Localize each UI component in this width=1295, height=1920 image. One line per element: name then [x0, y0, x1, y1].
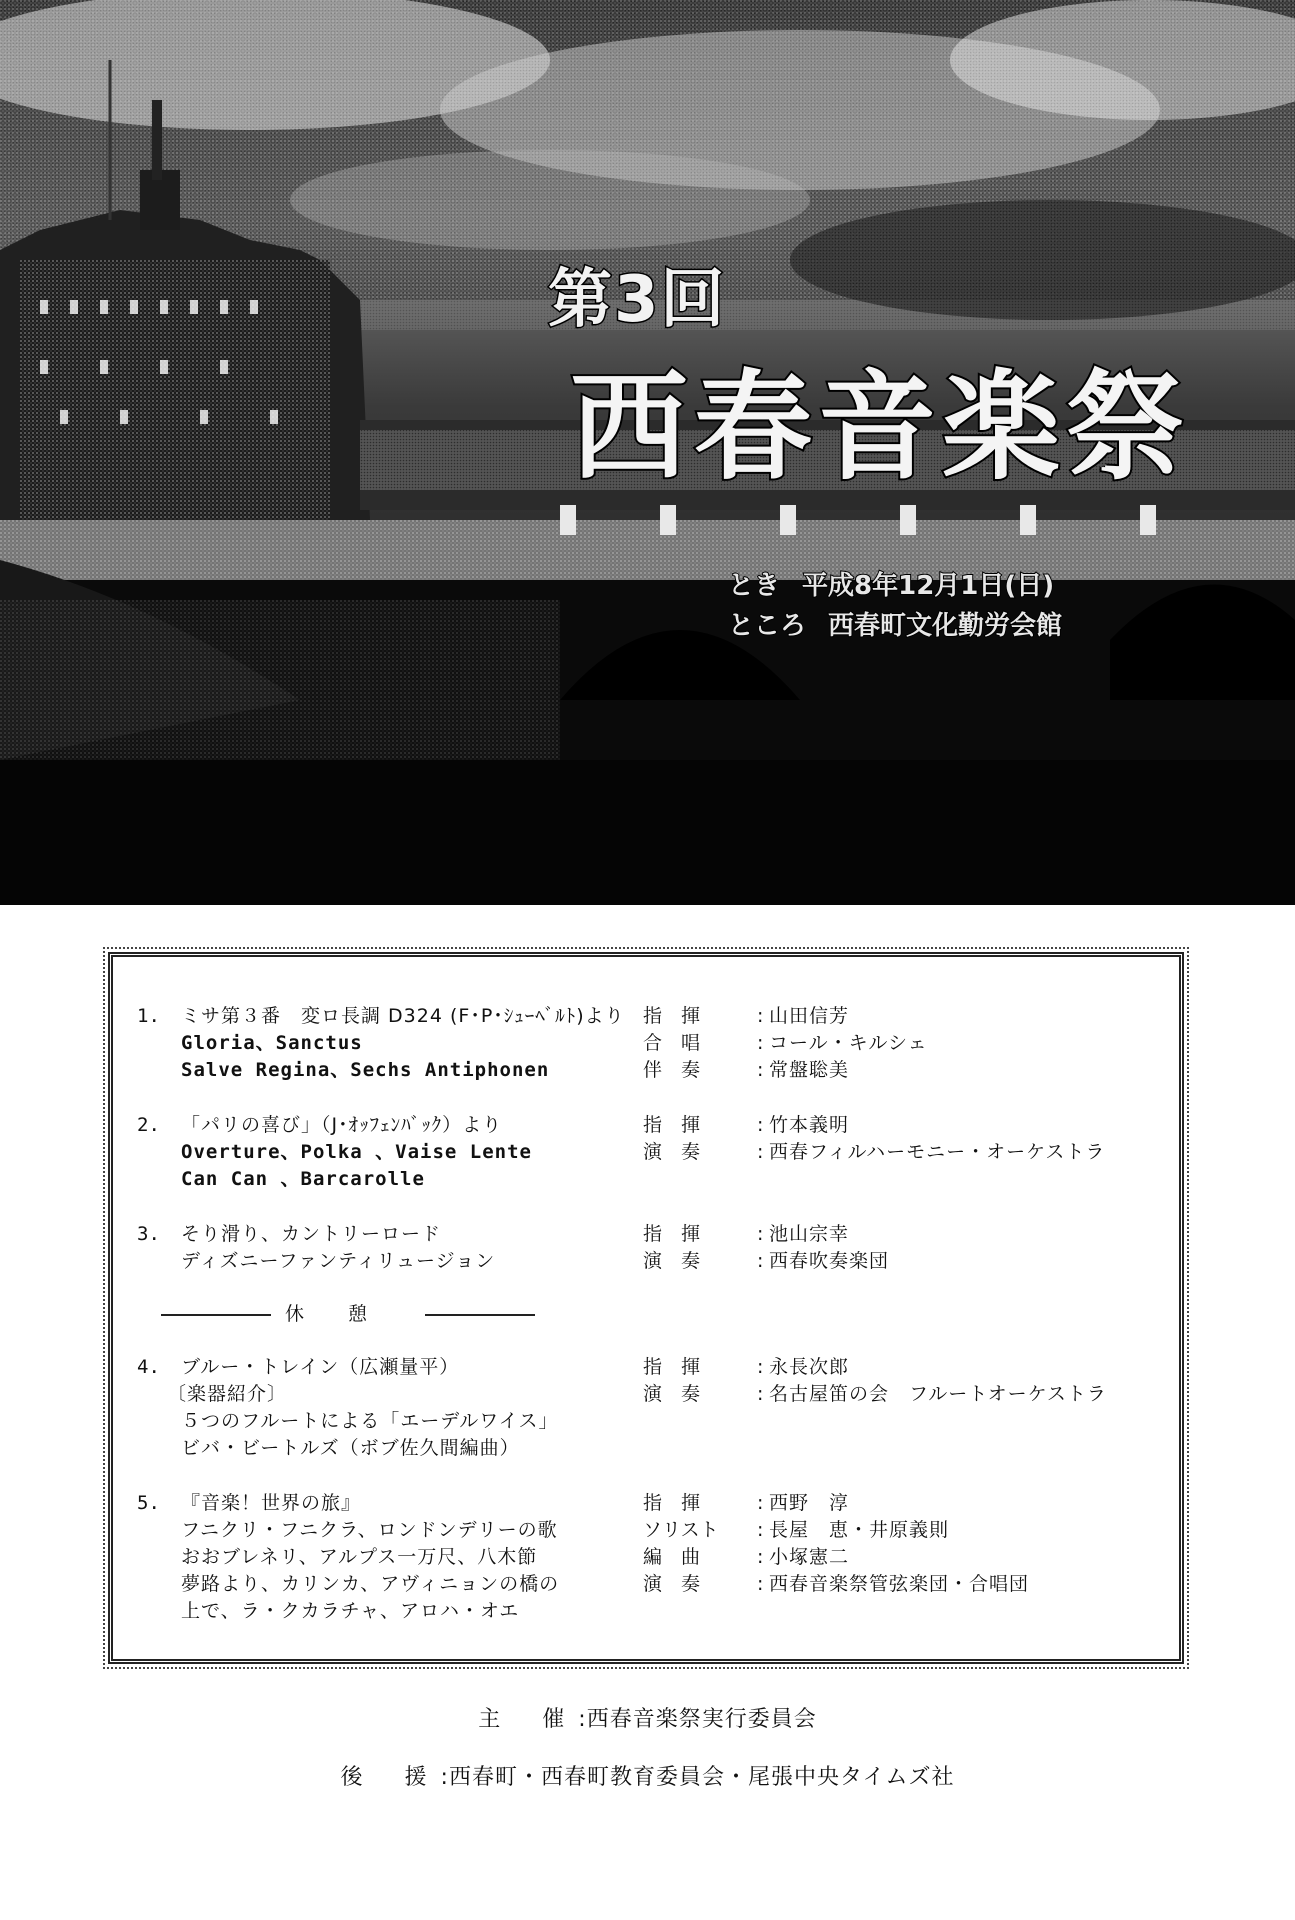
program-item [137, 1003, 1167, 1084]
program-line [137, 1435, 1167, 1462]
performer: 永長次郎 [769, 1356, 850, 1378]
program-line: 4. ブルー・トレイン（広瀬量平） 指 揮 : 永長次郎 [137, 1354, 1167, 1381]
intermission-label: 休憩 [285, 1303, 412, 1325]
piece-title: 夢路より、カリンカ、アヴィニョンの橋の [181, 1573, 560, 1595]
role-label: 指 揮 [643, 1492, 701, 1514]
role-label: 演 奏 [643, 1383, 701, 1405]
piece-title: ディズニーファンティリュージョン [181, 1250, 496, 1272]
program-line [137, 1598, 1167, 1625]
piece-title: おおブレネリ、アルプス一万尺、八木節 [181, 1546, 538, 1568]
role-label: 指 揮 [643, 1356, 701, 1378]
program-line: Salve Regina、Sechs Antiphonen 伴 奏 : 常盤聡美 [137, 1057, 1167, 1084]
performer: 西春吹奏楽団 [769, 1250, 890, 1272]
performer: 西春音楽祭管弦楽団・合唱団 [769, 1573, 1030, 1595]
performer: 常盤聡美 [769, 1059, 850, 1081]
piece-title: そり滑り、カントリーロード [181, 1223, 442, 1245]
role-label: 指 揮 [643, 1005, 701, 1027]
performer: 名古屋笛の会 フルートオーケストラ [769, 1383, 1107, 1405]
program-line: Gloria、Sanctus 合 唱 : コール・キルシェ [137, 1030, 1167, 1057]
program-line [137, 1408, 1167, 1435]
program-line: 3. そり滑り、カントリーロード 指 揮 : 池山宗幸 [137, 1221, 1167, 1248]
piece-title: Overture、Polka 、Vaise Lente [181, 1141, 532, 1163]
piece-title: ５つのフルートによる「エーデルワイス」 [181, 1410, 559, 1432]
piece-title: 上で、ラ・クカラチャ、アロハ・オエ [181, 1600, 520, 1622]
program-box [108, 952, 1184, 1664]
program-item [137, 1112, 1167, 1193]
intermission [161, 1301, 1167, 1328]
program-line [137, 1166, 1167, 1193]
item-number: 1. [137, 1005, 160, 1027]
performer: 池山宗幸 [769, 1223, 850, 1245]
role-label: 演 奏 [643, 1250, 701, 1272]
date-label: とき [728, 571, 781, 601]
organizer-label: 主 催 [478, 1707, 575, 1732]
item-number: 3. [137, 1223, 160, 1245]
edition-title: 第3回 [548, 263, 727, 337]
role-label: 指 揮 [643, 1114, 701, 1136]
venue-label: ところ [728, 611, 807, 641]
event-date [728, 565, 1054, 602]
program-item [137, 1221, 1167, 1275]
performer: コール・キルシェ [769, 1032, 928, 1054]
role-label: 演 奏 [643, 1573, 701, 1595]
date-value: 平成8年12月1日(日) [802, 571, 1055, 601]
item-number: 5. [137, 1492, 160, 1514]
program-list [137, 1003, 1167, 1653]
divider [161, 1314, 271, 1316]
role-label: 編 曲 [643, 1546, 701, 1568]
venue-value: 西春町文化勤労会館 [828, 611, 1063, 641]
piece-title: ミサ第３番 変ロ長調 D324 (F･P･ｼｭｰﾍﾞﾙﾄ)より [181, 1005, 625, 1027]
piece-title: 〔楽器紹介〕 [167, 1383, 288, 1405]
festival-title: 西春音楽祭 [570, 358, 1191, 496]
program-line: ディズニーファンティリュージョン 演 奏 : 西春吹奏楽団 [137, 1248, 1167, 1275]
role-label: 指 揮 [643, 1223, 701, 1245]
program-line: 夢路より、カリンカ、アヴィニョンの橋の 演 奏 : 西春音楽祭管弦楽団・合唱団 [137, 1571, 1167, 1598]
program-item [137, 1490, 1167, 1625]
organizer-name: 西春音楽祭実行委員会 [586, 1707, 817, 1732]
piece-title: Salve Regina、Sechs Antiphonen [181, 1059, 550, 1081]
piece-title: 『音楽！世界の旅』 [181, 1492, 362, 1514]
program-line: フニクリ・フニクラ、ロンドンデリーの歌 ソリスト : 長屋 恵・井原義則 [137, 1517, 1167, 1544]
item-number: 4. [137, 1356, 160, 1378]
program-line: おおブレネリ、アルプス一万尺、八木節 編 曲 : 小塚憲二 [137, 1544, 1167, 1571]
support-label: 後 援 [340, 1765, 437, 1790]
piece-title: ビバ・ビートルズ（ボブ佐久間編曲） [181, 1437, 520, 1459]
program-line: Overture、Polka 、Vaise Lente 演 奏 : 西春フィルハーモニー・オーケストラ [137, 1139, 1167, 1166]
piece-title: Gloria、Sanctus [181, 1032, 363, 1054]
program-line: 〔楽器紹介〕 演 奏 : 名古屋笛の会 フルートオーケストラ [137, 1381, 1167, 1408]
program-line: 5. 『音楽！世界の旅』 指 揮 : 西野 淳 [137, 1490, 1167, 1517]
performer: 西春フィルハーモニー・オーケストラ [769, 1141, 1106, 1163]
program-line: 1. ミサ第３番 変ロ長調 D324 (F･P･ｼｭｰﾍﾞﾙﾄ)より 指 揮 : 山田信芳 [137, 1003, 1167, 1030]
hero-photo [0, 0, 1295, 905]
performer: 西野 淳 [769, 1492, 850, 1514]
piece-title: 「パリの喜び」（J･ｵｯﾌｪﾝﾊﾞｯｸ）より [181, 1114, 503, 1136]
event-venue [728, 605, 1062, 642]
support-names: 西春町・西春町教育委員会・尾張中央タイムズ社 [448, 1765, 955, 1790]
role-label: 伴 奏 [643, 1059, 701, 1081]
performer: 小塚憲二 [769, 1546, 850, 1568]
performer: 山田信芳 [769, 1005, 850, 1027]
piece-title: フニクリ・フニクラ、ロンドンデリーの歌 [181, 1519, 558, 1541]
performer: 竹本義明 [769, 1114, 850, 1136]
program-line: 2. 「パリの喜び」（J･ｵｯﾌｪﾝﾊﾞｯｸ）より 指 揮 : 竹本義明 [137, 1112, 1167, 1139]
program-item [137, 1354, 1167, 1462]
role-label: 合 唱 [643, 1032, 701, 1054]
divider [425, 1314, 535, 1316]
performer: 長屋 恵・井原義則 [769, 1519, 950, 1541]
organizer-line: 主 催 :西春音楽祭実行委員会 [478, 1707, 817, 1732]
role-label: 演 奏 [643, 1141, 701, 1163]
item-number: 2. [137, 1114, 160, 1136]
role-label: ソリスト [643, 1519, 719, 1541]
piece-title: Can Can 、Barcarolle [181, 1168, 425, 1190]
support-line: 後 援 :西春町・西春町教育委員会・尾張中央タイムズ社 [340, 1765, 955, 1790]
piece-title: ブルー・トレイン（広瀬量平） [181, 1356, 460, 1378]
